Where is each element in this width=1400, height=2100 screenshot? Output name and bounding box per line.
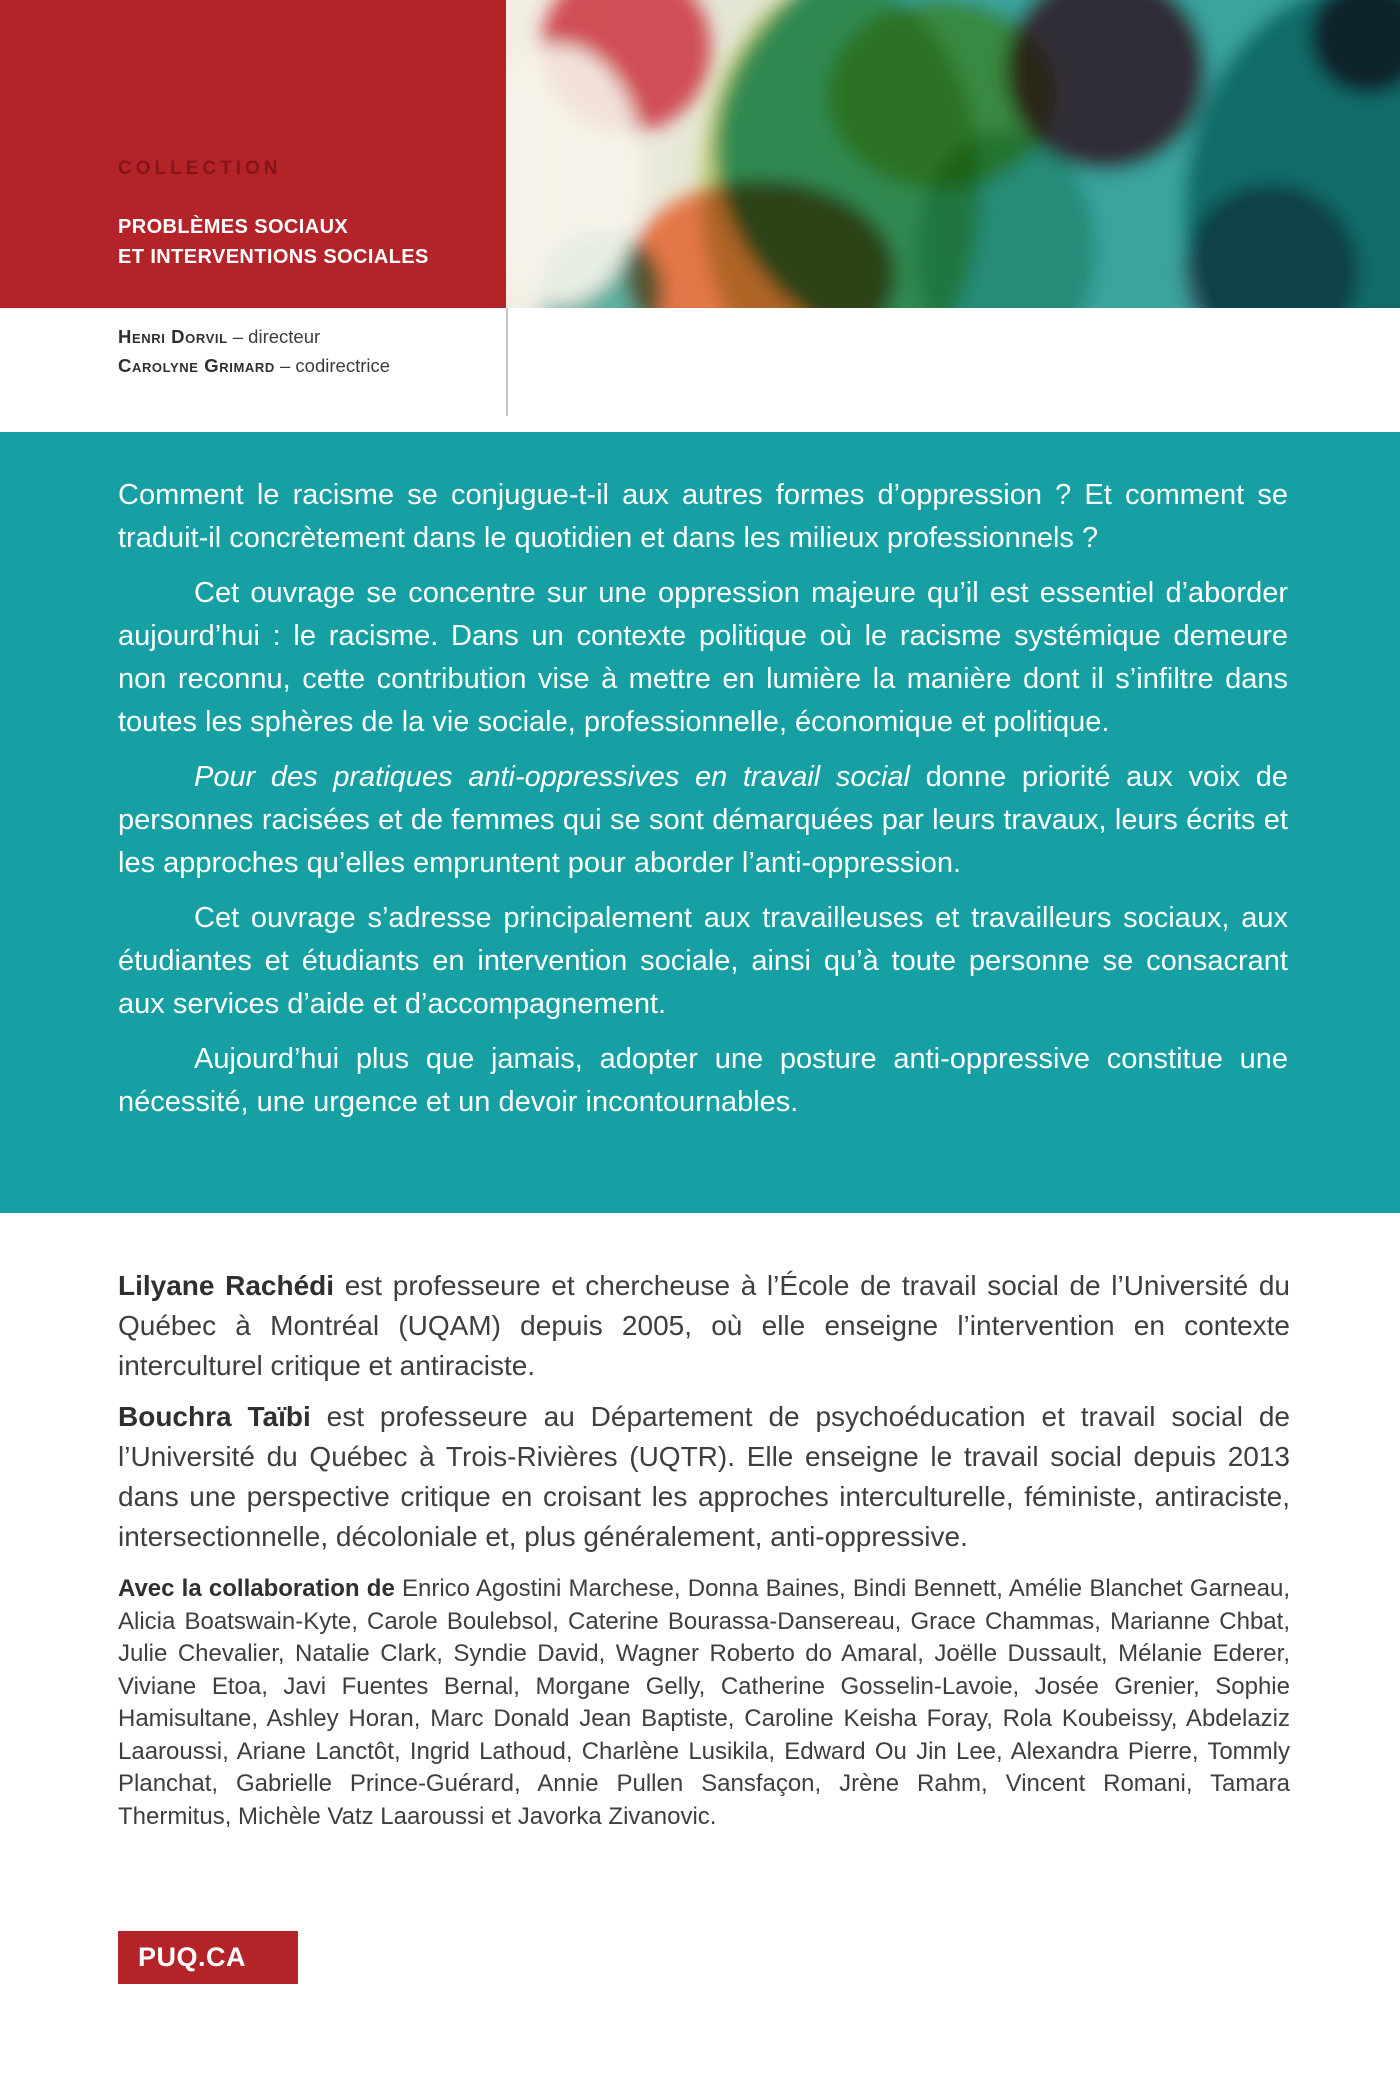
- publisher-logo: PUQ.CA: [118, 1931, 298, 1984]
- author-bio-taibi-text: est professeure au Département de psychoéducation et travail social de l’Université du Québec à Trois-Rivières (UQTR). Elle enseigne le travail social depuis 2013 dans une perspective critique en croisant les approches interculturelle, féministe, antiraciste, intersectionnelle, décoloniale et, plus généralement, anti-oppressive.: [118, 1401, 1290, 1552]
- synopsis-paragraph-4: Cet ouvrage s’adresse principalement aux travailleuses et travailleurs sociaux, aux étudiantes et étudiants en intervention sociale, ainsi qu’à toute personne se consacrant aux services d’aide et d’accompagnement.: [118, 902, 1288, 1020]
- cover-artwork-image: [506, 0, 1400, 308]
- collection-label: COLLECTION: [118, 158, 282, 179]
- synopsis-paragraph-3-rest: donne priorité aux voix de personnes racisées et de femmes qui se sont démarquées par leurs travaux, leurs écrits et les approches qu’elles empruntent pour aborder l’anti-oppression.: [118, 761, 1289, 879]
- series-directors: [118, 322, 390, 380]
- author-bio-taibi: [118, 1397, 1290, 1557]
- director-name: Henri Dorvil: [118, 326, 228, 347]
- collection-series-title: [118, 212, 429, 272]
- vertical-divider: [506, 308, 508, 416]
- collection-series-line1: PROBLÈMES SOCIAUX: [118, 216, 349, 238]
- author-name-taibi: Bouchra Taïbi: [118, 1401, 311, 1432]
- collection-panel: [0, 0, 506, 308]
- synopsis-paragraph-1: Comment le racisme se conjugue-t-il aux autres formes d’oppression ? Et comment se traduit-il concrètement dans le quotidien et dans les milieux professionnels ?: [118, 479, 1288, 554]
- codirector-role: – codirectrice: [274, 355, 391, 376]
- book-title-italic: Pour des pratiques anti-oppressives en travail social: [194, 761, 910, 793]
- collaborators-label: Avec la collaboration de: [118, 1575, 395, 1602]
- synopsis-paragraph-3: [118, 756, 1288, 885]
- director-role: – directeur: [227, 326, 321, 347]
- author-bio-rachedi: [118, 1266, 1290, 1386]
- author-bio-rachedi-text: est professeure et chercheuse à l’École de travail social de l’Université du Québec à Montréal (UQAM) depuis 2005, où elle enseigne l’intervention en contexte interculturel critique et antiraciste.: [118, 1270, 1290, 1381]
- synopsis-paragraph-5: Aujourd’hui plus que jamais, adopter une posture anti-oppressive constitue une nécessité, une urgence et un devoir incontournables.: [118, 1043, 1288, 1118]
- codirector-name: Carolyne Grimard: [118, 355, 275, 376]
- collaborators-list: Enrico Agostini Marchese, Donna Baines, Bindi Bennett, Amélie Blanchet Garneau, Alicia Boatswain-Kyte, Carole Boulebsol, Caterine Bourassa-Dansereau, Grace Chammas, Marianne Chbat, Julie Chevalier, Natalie Clark, Syndie David, Wagner Roberto do Amaral, Joëlle Dussault, Mélanie Ederer, Viviane Etoa, Javi Fuentes Bernal, Morgane Gelly, Catherine Gosselin-Lavoie, Josée Grenier, Sophie Hamisultane, Ashley Horan, Marc Donald Jean Baptiste, Caroline Keisha Foray, Rola Koubeissy, Abdelaziz Laaroussi, Ariane Lanctôt, Ingrid Lathoud, Charlène Lusikila, Edward Ou Jin Lee, Alexandra Pierre, Tommly Planchat, Gabrielle Prince-Guérard, Annie Pullen Sansfaçon, Jrène Rahm, Vincent Romani, Tamara Thermitus, Michèle Vatz Laaroussi et Javorka Zivanovic.: [118, 1575, 1290, 1830]
- collection-series-line2: ET INTERVENTIONS SOCIALES: [118, 246, 429, 268]
- collaborators-paragraph: [118, 1573, 1290, 1833]
- synopsis-section: [0, 432, 1400, 1213]
- synopsis-paragraph-2: Cet ouvrage se concentre sur une oppression majeure qu’il est essentiel d’aborder aujourd’hui : le racisme. Dans un contexte politique où le racisme systémique demeure non reconnu, cette contribution vise à mettre en lumière la manière dont il s’infiltre dans toutes les sphères de la vie sociale, professionnelle, économique et politique.: [118, 577, 1288, 738]
- codirector-line: [118, 351, 390, 380]
- director-line: [118, 322, 390, 351]
- author-name-rachedi: Lilyane Rachédi: [118, 1270, 335, 1301]
- authors-section: [118, 1266, 1290, 1833]
